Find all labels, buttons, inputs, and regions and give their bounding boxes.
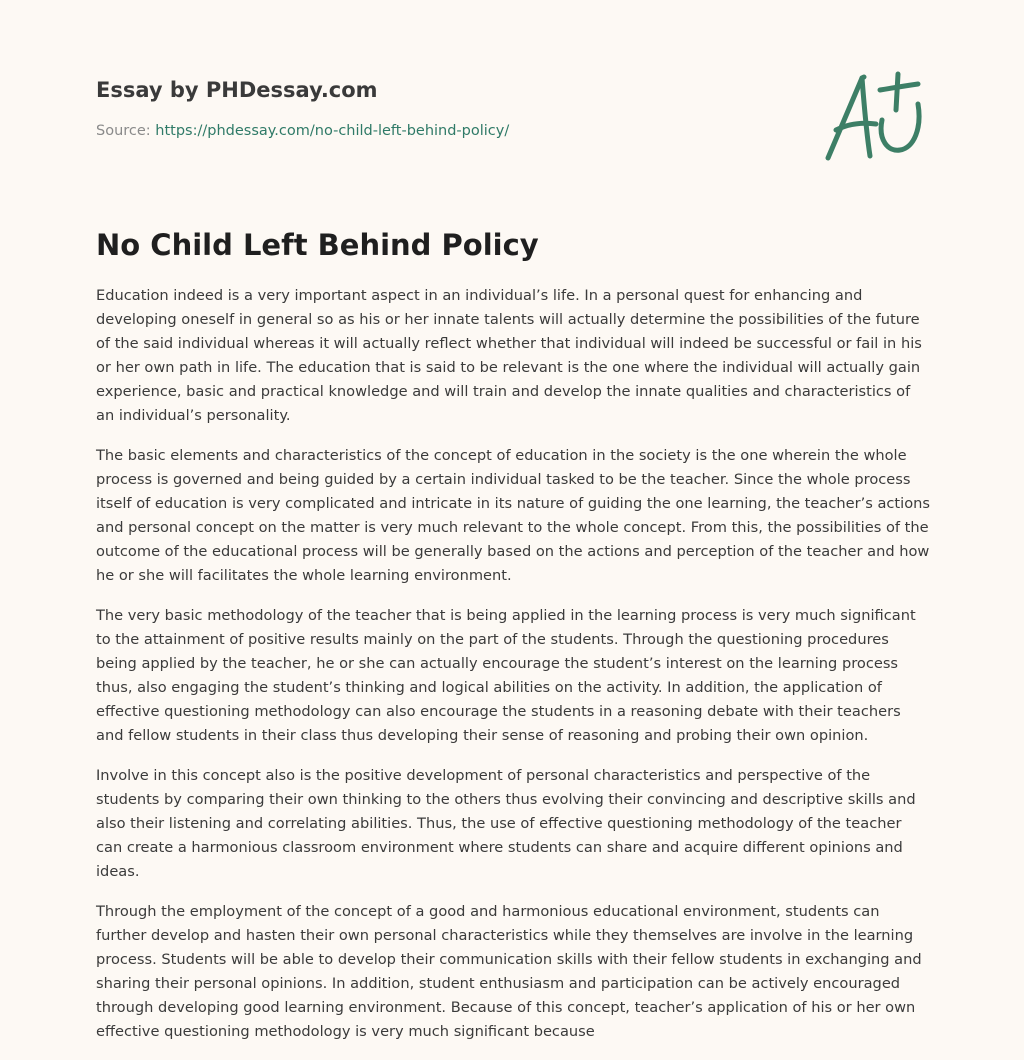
source-link[interactable]: https://phdessay.com/no-child-left-behind-policy/: [155, 123, 510, 139]
essay-paragraph: The basic elements and characteristics of the concept of education in the society is the one wherein the whole process is governed and being guided by a certain individual tasked to be the teacher. Since the whole process itself of education is very complicated and intricate in its nature of guiding the one learning, the teacher’s actions and personal concept on the matter is very much relevant to the whole concept. From this, the possibilities of the outcome of the educational process will be generally based on the actions and perception of the teacher and how he or she will facilitates the whole learning environment.: [96, 447, 930, 584]
essay-paragraph: The very basic methodology of the teacher that is being applied in the learning process is very much significant to the attainment of positive results mainly on the part of the students. Through the questioning procedures being applied by the teacher, he or she can actually encourage the student’s interest on the learning process thus, also engaging the student’s thinking and logical abilities on the activity. In addition, the application of effective questioning methodology can also encourage the students in a reasoning debate with their teachers and fellow students in their class thus developing their sense of reasoning and probing their own opinion.: [96, 607, 916, 744]
source-line: [96, 121, 796, 141]
essay-title: No Child Left Behind Policy: [96, 228, 539, 262]
essay-paragraph: Education indeed is a very important aspect in an individual’s life. In a personal quest for enhancing and developing oneself in general so as his or her innate talents will actually determine the possibilities of the future of the said individual whereas it will actually reflect whether that individual will indeed be successful or fail in his or her own path in life. The education that is said to be relevant is the one where the individual will actually gain experience, basic and practical knowledge and will train and develop the innate qualities and characteristics of an individual’s personality.: [96, 287, 922, 424]
a-plus-grade-icon: [818, 64, 934, 166]
page-header: [96, 76, 796, 141]
essay-body: [96, 284, 932, 1060]
source-label: Source:: [96, 123, 151, 139]
essay-paragraph: Involve in this concept also is the positive development of personal characteristics and perspective of the students by comparing their own thinking to the others thus evolving their convincing and descriptive skills and also their listening and correlating abilities. Thus, the use of effective questioning methodology of the teacher can create a harmonious classroom environment where students can share and acquire different opinions and ideas.: [96, 767, 916, 880]
essay-paragraph: Through the employment of the concept of a good and harmonious educational environment, students can further develop and hasten their own personal characteristics while they themselves are involve in the learning process. Students will be able to develop their communication skills with their fellow students in exchanging and sharing their personal opinions. In addition, student enthusiasm and participation can be actively encouraged through developing good learning environment. Because of this concept, teacher’s application of his or her own effective questioning methodology is very much significant because: [96, 903, 922, 1040]
brand-title: Essay by PHDessay.com: [96, 78, 378, 102]
